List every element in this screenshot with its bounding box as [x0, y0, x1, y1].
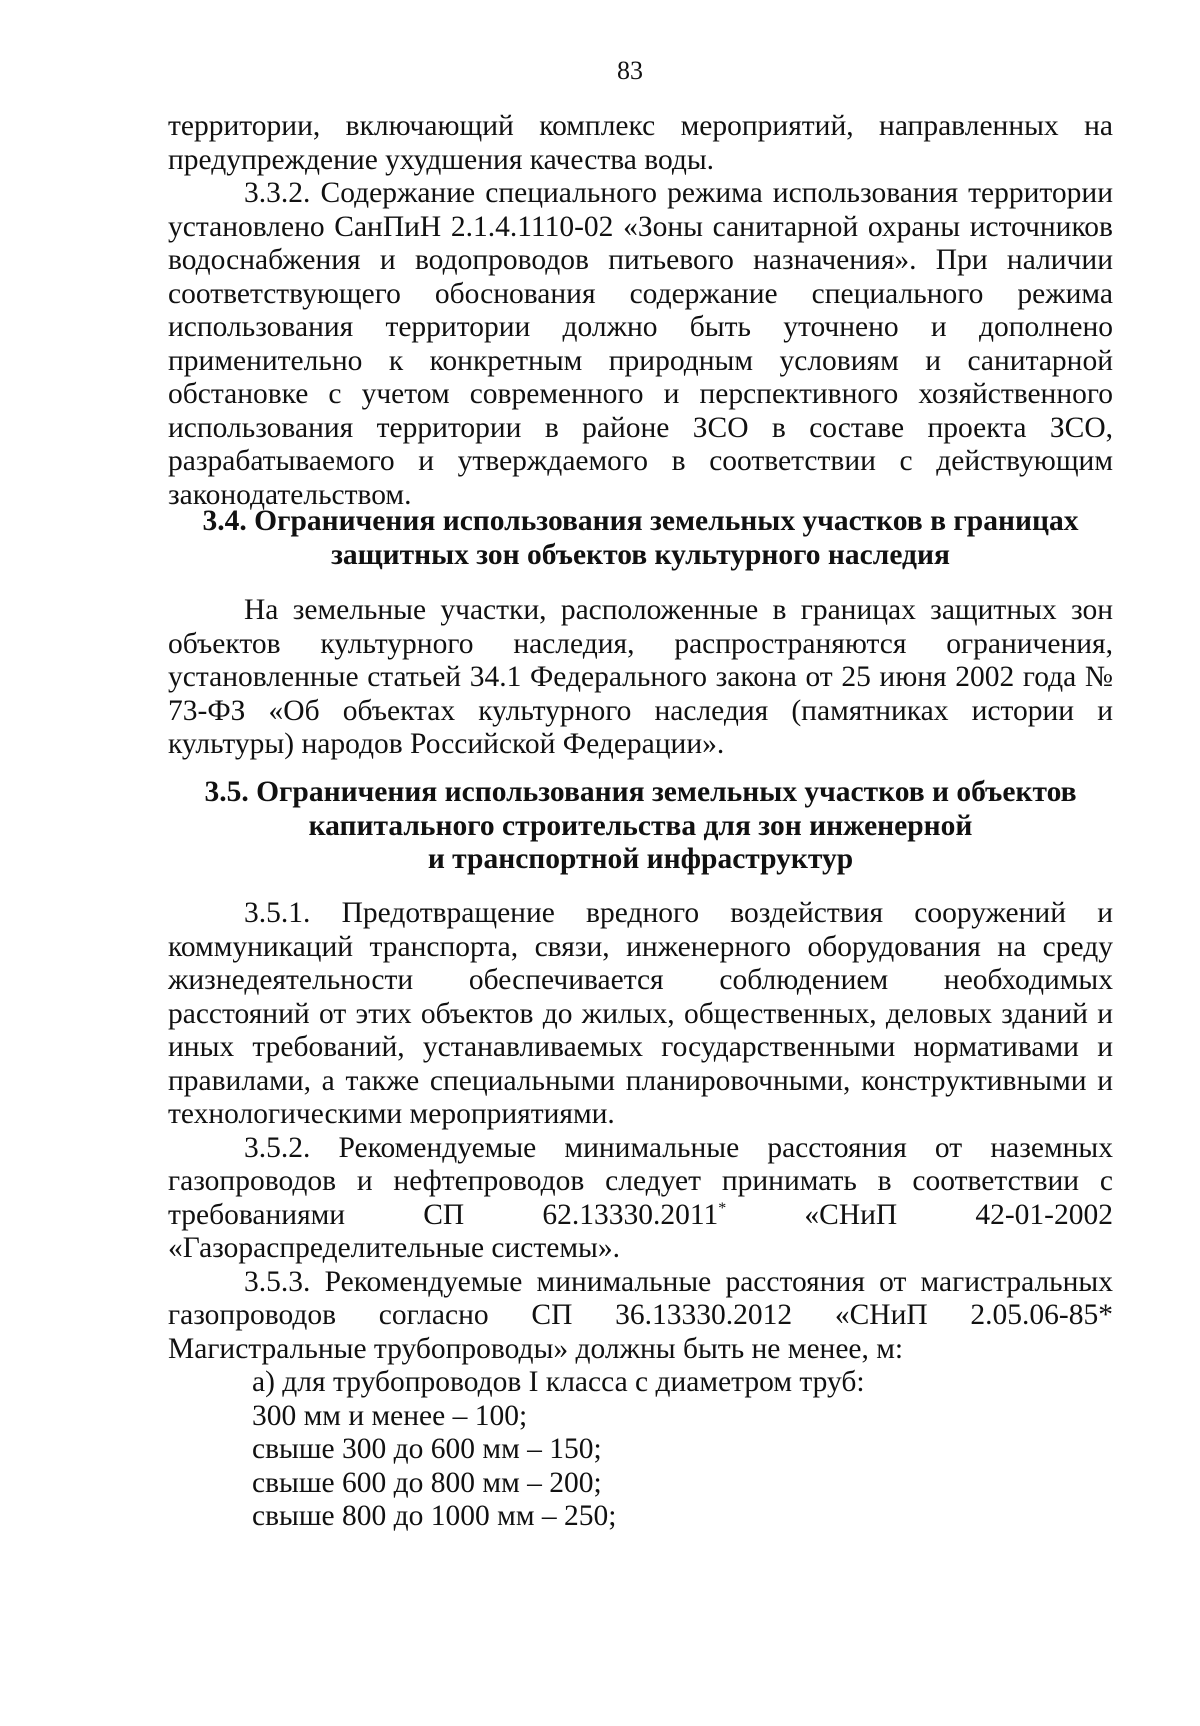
section-3-5-heading-line: капитального строительства для зон инженерной: [308, 809, 973, 842]
section-3-4-paragraph: На земельные участки, расположенные в границах защитных зон объектов культурного наследия, распространяются ограничения, установленные статьей 34.1 Федерального закона от 25 июня 2002 года № 73-ФЗ «Об объектах культурного наследия (памятниках истории и культуры) народов Российской Федерации».: [168, 594, 1113, 760]
paragraph-3-3-2: 3.3.2. Содержание специального режима использования территории установлено СанПиН 2.1.4.1110-02 «Зоны санитарной охраны источников водоснабжения и водопроводов питьевого назначения». При наличии соответствующего обоснования содержание специального режима использования территории должно быть уточнено и дополнено применительно к конкретным природным условиям и санитарной обстановке с учетом современного и перспективного хозяйственного использования территории в районе ЗСО в составе проекта ЗСО, разрабатываемого и утверждаемого в соответствии с действующим законодательством.: [168, 177, 1113, 511]
footnote-asterisk: *: [718, 1199, 727, 1217]
paragraph-3-5-3: 3.5.3. Рекомендуемые минимальные расстояния от магистральных газопроводов согласно СП 36.13330.2012 «СНиП 2.05.06-85* Магистральные трубопроводы» должны быть не менее, м:: [168, 1265, 1113, 1365]
paragraph-3-5-2: [168, 1132, 1113, 1266]
section-3-4-heading-line: 3.4. Ограничения использования земельных участков в границах: [202, 505, 1079, 537]
list-item: свыше 800 до 1000 мм – 250;: [252, 1500, 617, 1532]
section-3-5-heading-line: и транспортной инфраструктур: [427, 843, 854, 875]
section-3-5-heading-line: 3.5. Ограничения использования земельных участков и объектов: [204, 776, 1077, 808]
section-3-5-text-block: [168, 897, 1113, 1534]
section-3-4-text-block: [168, 594, 1113, 762]
list-intro: а) для трубопроводов I класса с диаметром труб:: [252, 1366, 865, 1398]
paragraph-3-5-1: 3.5.1. Предотвращение вредного воздействия сооружений и коммуникаций транспорта, связи, инженерного оборудования на среду жизнедеятельности обеспечивается соблюдением необходимых расстояний от этих объектов до жилых, общественных, деловых зданий и иных требований, устанавливаемых государственными нормативами и правилами, а также специальными планировочными, конструктивными и технологическими мероприятиями.: [168, 897, 1113, 1130]
section-3-4-heading: [168, 505, 1113, 572]
paragraph-3-5-2-text-end: «СНиП 42-01-2002 «Газораспределительные системы».: [168, 1198, 1113, 1264]
intro-text-block: [168, 110, 1113, 512]
section-3-5-heading: [168, 776, 1113, 877]
continuation-paragraph: территории, включающий комплекс мероприятий, направленных на предупреждение ухудшения качества воды.: [168, 110, 1113, 176]
list-item: 300 мм и менее – 100;: [252, 1399, 528, 1432]
section-3-4-heading-line: защитных зон объектов культурного наследия: [331, 538, 950, 571]
list-item: свыше 600 до 800 мм – 200;: [252, 1466, 602, 1499]
list-item: свыше 300 до 600 мм – 150;: [252, 1433, 602, 1465]
page-number: 83: [617, 56, 643, 85]
paragraph-3-5-2-text: 3.5.2. Рекомендуемые минимальные расстояния от наземных газопроводов и нефтепроводов следует принимать в соответствии с требованиями СП 62.13330.2011: [168, 1131, 1113, 1231]
